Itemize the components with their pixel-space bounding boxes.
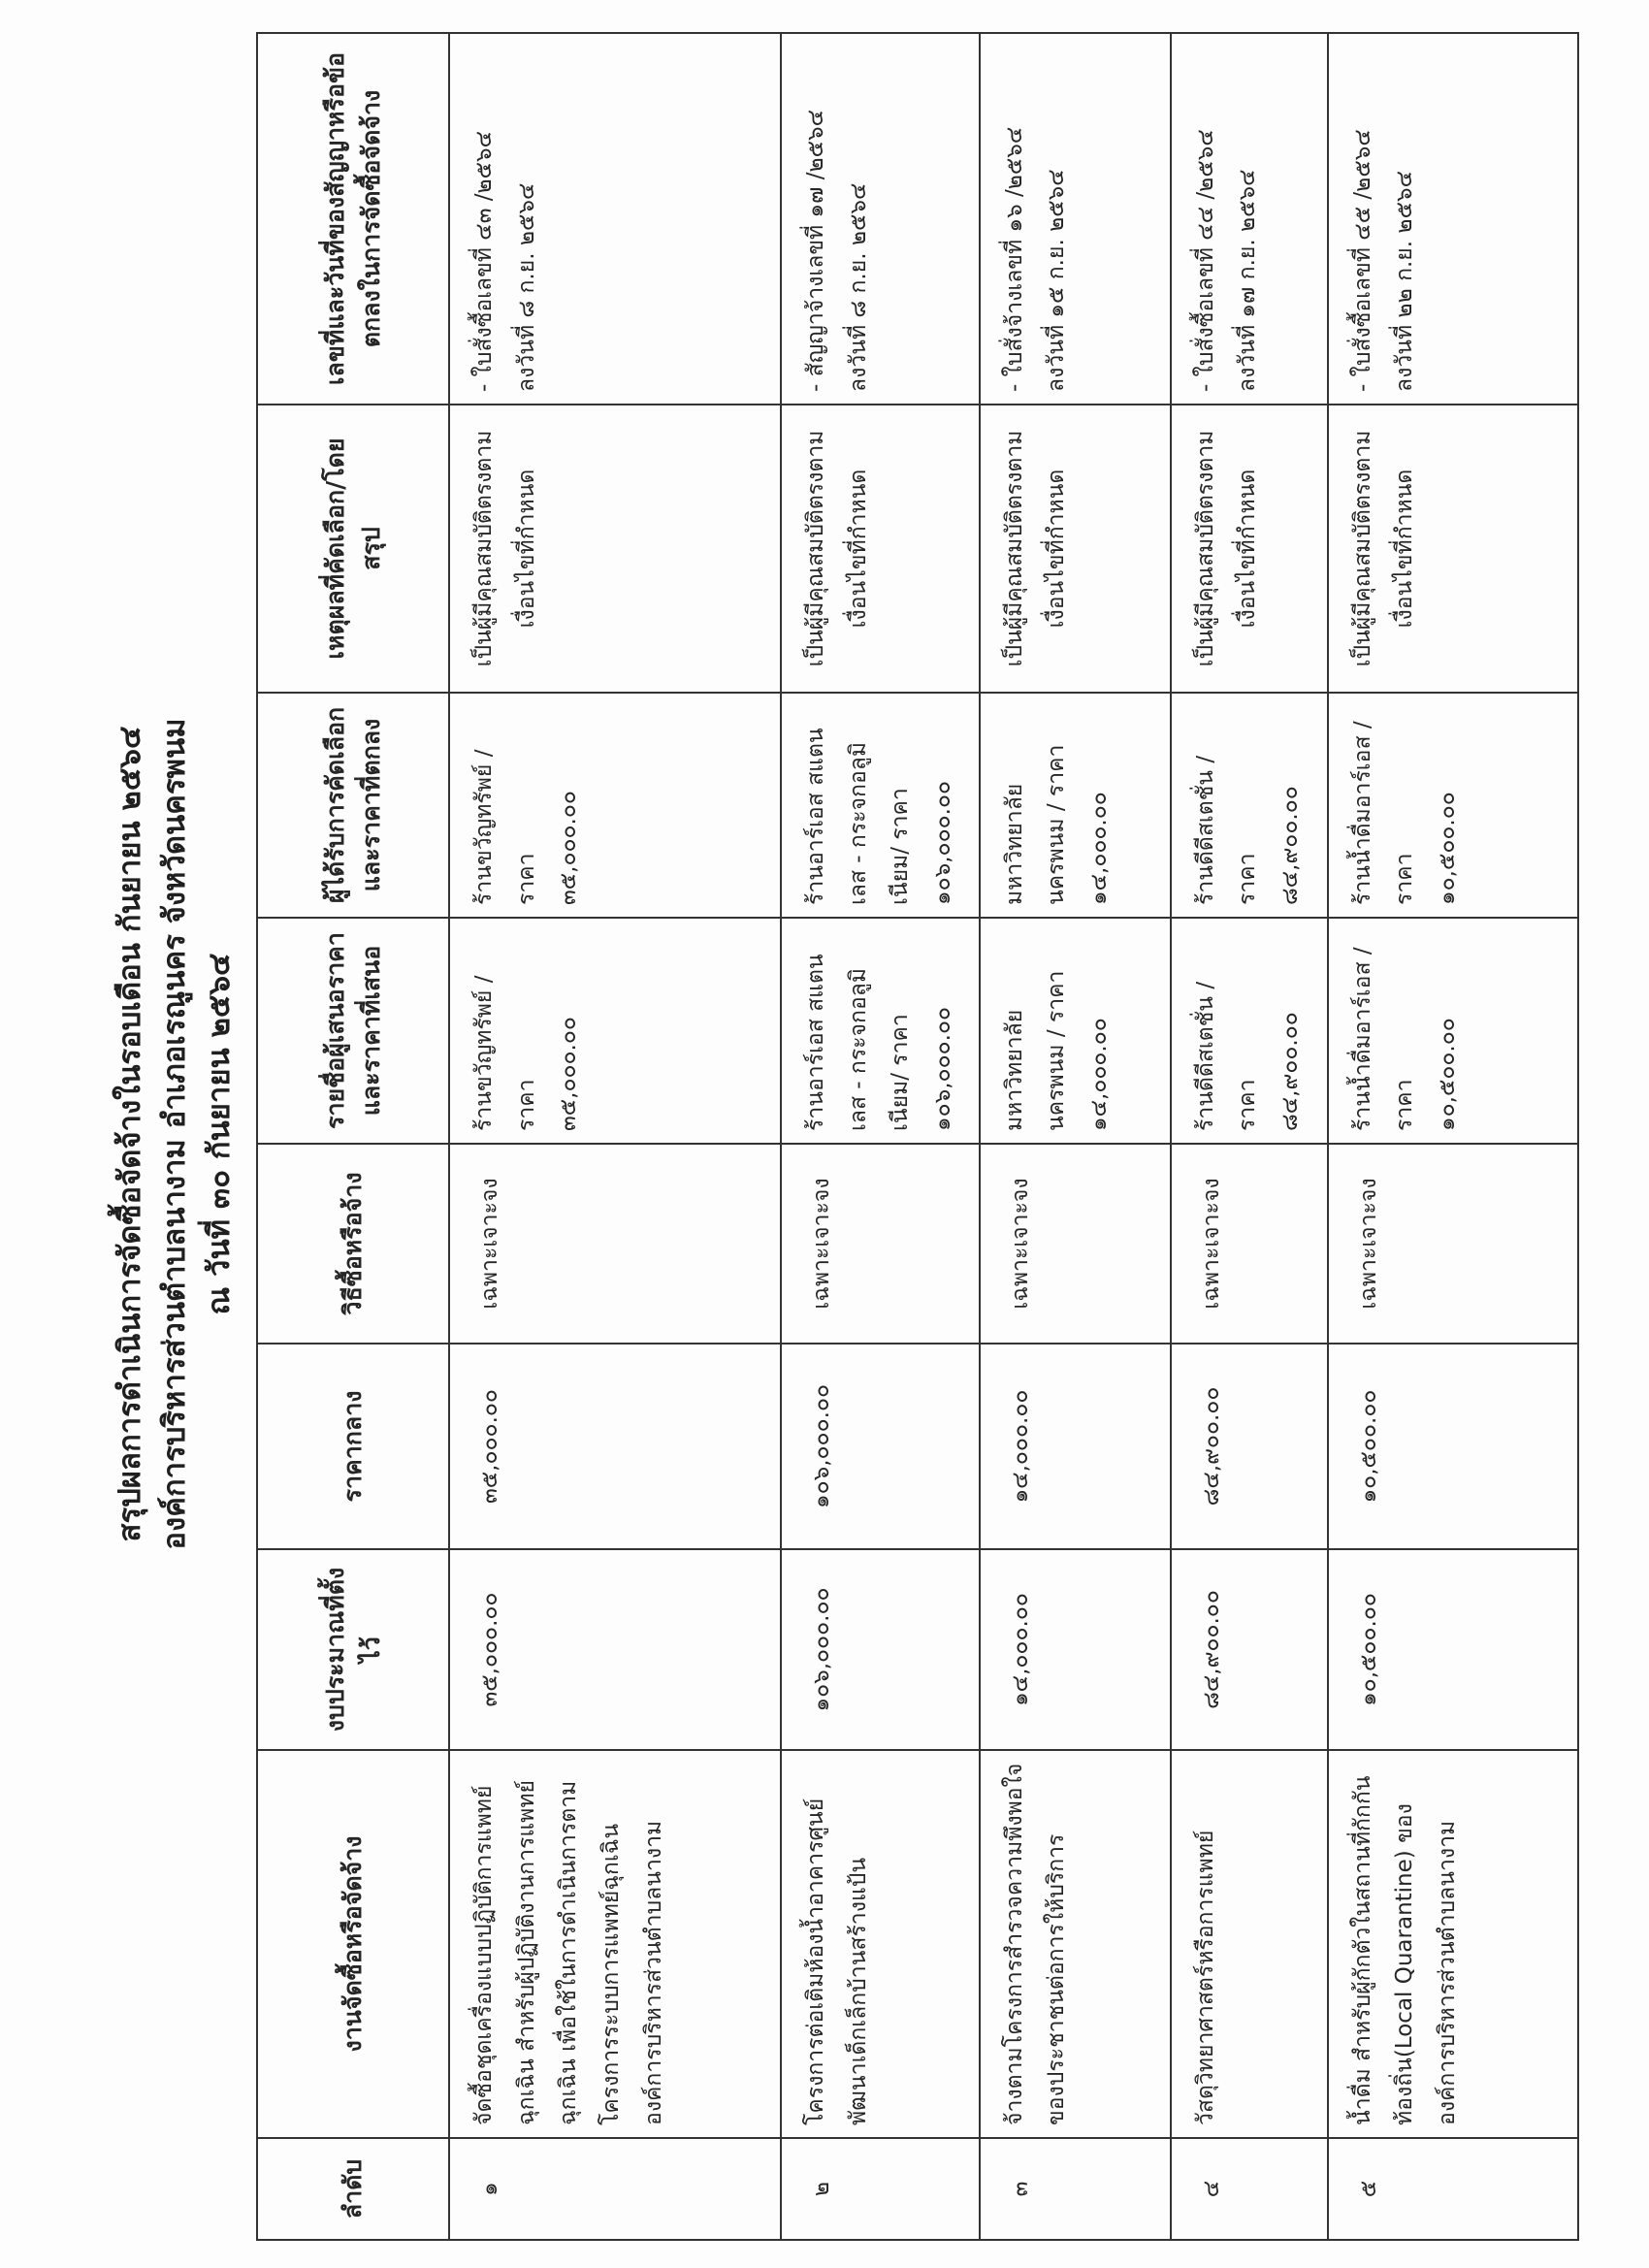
row-item: วัสดุวิทยาศาสตร์หรือการแพทย์ — [1171, 1750, 1328, 2138]
bidder-price: ๑๐,๕๐๐.๐๐ — [1435, 1018, 1461, 1131]
row-reason: เป็นผู้มีคุณสมบัติตรงตามเงื่อนไขที่กำหนด — [781, 405, 980, 693]
winner-price: ๑๔,๐๐๐.๐๐ — [1086, 792, 1113, 905]
header-item: งานจัดซื้อหรือจัดจ้าง — [257, 1750, 449, 2138]
bidder-price: ๑๐๖,๐๐๐.๐๐ — [930, 1006, 956, 1131]
row-method: เฉพาะเจาะจง — [980, 1144, 1171, 1344]
row-bidders — [781, 918, 980, 1144]
table-row — [1328, 33, 1578, 2240]
bidder-name: ร้านขวัญทรัพย์ / ราคา — [471, 975, 539, 1131]
row-winner — [980, 693, 1171, 918]
row-method: เฉพาะเจาะจง — [781, 1144, 980, 1344]
table-row — [449, 33, 781, 2240]
row-reason: เป็นผู้มีคุณสมบัติตรงตามเงื่อนไขที่กำหนด — [449, 405, 781, 693]
table-row — [1171, 33, 1328, 2240]
row-budget: ๘๔,๙๐๐.๐๐ — [1171, 1549, 1328, 1750]
row-no: ๕ — [1328, 2138, 1578, 2240]
row-winner — [449, 693, 781, 918]
winner-name: ร้านขวัญทรัพย์ / ราคา — [471, 749, 539, 905]
report-title: สรุปผลการดำเนินการจัดซื้อจัดจ้างในรอบเดือน กันยายน ๒๕๖๔ — [113, 726, 147, 1542]
row-bidders — [1328, 918, 1578, 1144]
row-no: ๔ — [1171, 2138, 1328, 2240]
row-reason: เป็นผู้มีคุณสมบัติตรงตามเงื่อนไขที่กำหนด — [1171, 405, 1328, 693]
procurement-table — [256, 32, 1579, 2241]
winner-price: ๓๕,๐๐๐.๐๐ — [556, 791, 582, 905]
row-budget: ๑๐๖,๐๐๐.๐๐ — [781, 1549, 980, 1750]
header-bidders: รายชื่อผู้เสนอราคาและราคาที่เสนอ — [257, 918, 449, 1144]
row-bidders — [1171, 918, 1328, 1144]
contract-date: ลงวันที่ ๒๒ ก.ย. ๒๕๖๔ — [1392, 171, 1418, 392]
row-budget: ๑๐,๕๐๐.๐๐ — [1328, 1549, 1578, 1750]
header-row — [257, 33, 449, 2240]
row-budget: ๓๕,๐๐๐.๐๐ — [449, 1549, 781, 1750]
winner-price: ๑๐๖,๐๐๐.๐๐ — [930, 780, 956, 905]
table-row — [781, 33, 980, 2240]
header-winner: ผู้ได้รับการคัดเลือกและราคาที่ตกลง — [257, 693, 449, 918]
contract-date: ลงวันที่ ๑๕ ก.ย. ๒๕๖๔ — [1044, 169, 1070, 392]
bidder-price: ๓๕,๐๐๐.๐๐ — [556, 1017, 582, 1131]
row-winner — [1328, 693, 1578, 918]
row-no: ๑ — [449, 2138, 781, 2240]
header-reason: เหตุผลที่คัดเลือก/โดยสรุป — [257, 405, 449, 693]
contract-date: ลงวันที่ ๘ ก.ย. ๒๕๖๔ — [513, 182, 539, 392]
bidder-name: ร้านน้ำดื่มอาร์เอส / ราคา — [1349, 947, 1418, 1131]
contract-number: - ใบสั่งจ้างเลขที่ ๑๖ /๒๕๖๔ — [1001, 126, 1027, 392]
row-contract — [980, 33, 1171, 405]
header-budget: งบประมาณที่ตั้งไว้ — [257, 1549, 449, 1750]
contract-number: - ใบสั่งซื้อเลขที่ ๔๓ /๒๕๖๔ — [471, 130, 497, 392]
bidder-name: ร้านดีดีสเตชั่น / ราคา — [1192, 981, 1261, 1131]
row-winner — [781, 693, 980, 918]
row-contract — [1171, 33, 1328, 405]
row-item: น้ำดื่ม สำหรับผู้กักตัวในสถานที่กักกันท้องถิ่น(Local Quarantine) ขององค์การบริหารส่วนตำบลนางาม — [1328, 1750, 1578, 2138]
winner-name: ร้านน้ำดื่มอาร์เอส / ราคา — [1349, 721, 1418, 905]
row-reason: เป็นผู้มีคุณสมบัติตรงตามเงื่อนไขที่กำหนด — [980, 405, 1171, 693]
row-contract — [781, 33, 980, 405]
winner-name: ร้านอาร์เอส สแตนเลส - กระจกอลูมิเนียม/ ราคา — [803, 728, 914, 905]
bidder-name: มหาวิทยาลัยนครพนม / ราคา — [1001, 970, 1070, 1131]
row-item: จ้างตามโครงการสำรวจความพึงพอใจ ของประชาชนต่อการให้บริการ — [980, 1750, 1171, 2138]
winner-price: ๘๔,๙๐๐.๐๐ — [1277, 786, 1304, 905]
row-method: เฉพาะเจาะจง — [449, 1144, 781, 1344]
row-item: โครงการต่อเติมห้องน้ำอาคารศูนย์พัฒนาเด็กเล็กบ้านสร้างแป้น — [781, 1750, 980, 2138]
winner-name: มหาวิทยาลัยนครพนม / ราคา — [1001, 744, 1070, 905]
row-budget: ๑๔,๐๐๐.๐๐ — [980, 1549, 1171, 1750]
row-method: เฉพาะเจาะจง — [1328, 1144, 1578, 1344]
row-reason: เป็นผู้มีคุณสมบัติตรงตามเงื่อนไขที่กำหนด — [1328, 405, 1578, 693]
organization-line: องค์การบริหารส่วนตำบลนางาม อำเภอเรณูนคร จังหวัดนครพนม — [157, 718, 192, 1550]
winner-price: ๑๐,๕๐๐.๐๐ — [1435, 792, 1461, 905]
row-median-price: ๓๕,๐๐๐.๐๐ — [449, 1344, 781, 1549]
contract-number: - ใบสั่งซื้อเลขที่ ๔๕ /๒๕๖๔ — [1349, 129, 1375, 392]
row-median-price: ๑๔,๐๐๐.๐๐ — [980, 1344, 1171, 1549]
row-median-price: ๘๔,๙๐๐.๐๐ — [1171, 1344, 1328, 1549]
row-contract — [1328, 33, 1578, 405]
row-bidders — [449, 918, 781, 1144]
contract-number: - สัญญาจ้างเลขที่ ๑๗ /๒๕๖๔ — [803, 109, 828, 392]
bidder-price: ๑๔,๐๐๐.๐๐ — [1086, 1018, 1113, 1131]
report-date-line: ณ วันที่ ๓๐ กันยายน ๒๕๖๔ — [202, 953, 237, 1315]
contract-date: ลงวันที่ ๘ ก.ย. ๒๕๖๔ — [845, 182, 871, 392]
bidder-name: ร้านอาร์เอส สแตนเลส - กระจกอลูมิเนียม/ ราคา — [803, 954, 914, 1131]
table-row — [980, 33, 1171, 2240]
winner-name: ร้านดีดีสเตชั่น / ราคา — [1192, 755, 1261, 905]
row-method: เฉพาะเจาะจง — [1171, 1144, 1328, 1344]
row-bidders — [980, 918, 1171, 1144]
header-median-price: ราคากลาง — [257, 1344, 449, 1549]
header-contract: เลขที่และวันที่ของสัญญาหรือข้อตกลงในการจัดซื้อจัดจ้าง — [257, 33, 449, 405]
contract-number: - ใบสั่งซื้อเลขที่ ๔๔ /๒๕๖๔ — [1192, 129, 1218, 392]
row-no: ๒ — [781, 2138, 980, 2240]
bidder-price: ๘๔,๙๐๐.๐๐ — [1277, 1012, 1304, 1131]
row-no: ๓ — [980, 2138, 1171, 2240]
header-method: วิธีซื้อหรือจ้าง — [257, 1144, 449, 1344]
row-contract — [449, 33, 781, 405]
row-winner — [1171, 693, 1328, 918]
contract-date: ลงวันที่ ๑๗ ก.ย. ๒๕๖๔ — [1235, 169, 1261, 392]
row-item: จัดซื้อชุดเครื่องแบบปฏิบัติการแพทย์ฉุกเฉิน สำหรับผู้ปฏิบัติงานการแพทย์ฉุกเฉิน เพื่อใช้ในการดำเนินการตามโครงการระบบการแพทย์ฉุกเฉินองค์การบริหารส่วนตำบลนางาม — [449, 1750, 781, 2138]
row-median-price: ๑๐,๕๐๐.๐๐ — [1328, 1344, 1578, 1549]
header-no: ลำดับ — [257, 2138, 449, 2240]
row-median-price: ๑๐๖,๐๐๐.๐๐ — [781, 1344, 980, 1549]
